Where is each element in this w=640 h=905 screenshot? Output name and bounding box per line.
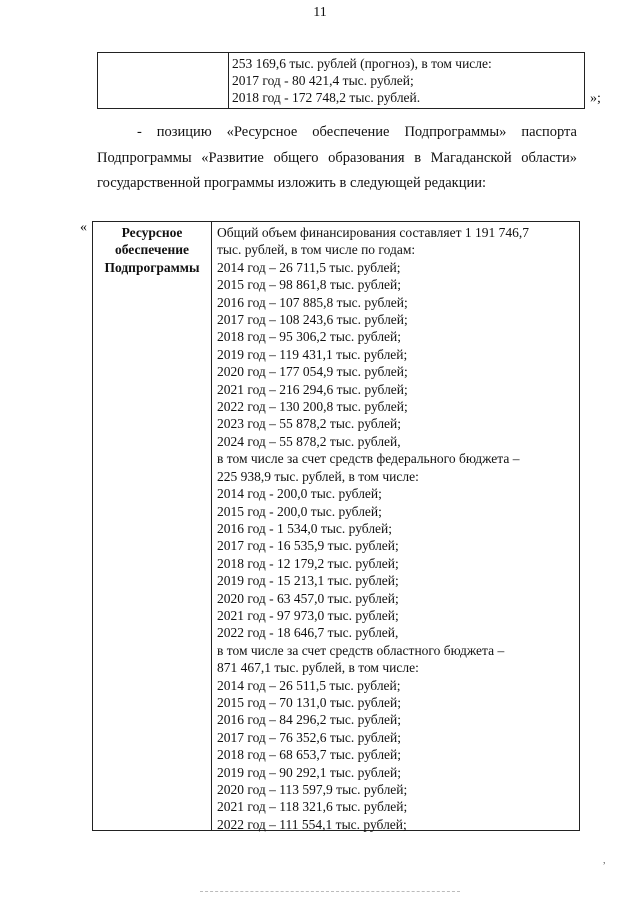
financing-line: 2021 год - 97 973,0 тыс. рублей; bbox=[217, 607, 399, 623]
financing-line: 2014 год – 26 711,5 тыс. рублей; bbox=[217, 259, 401, 275]
financing-line: 2015 год - 200,0 тыс. рублей; bbox=[217, 503, 382, 519]
paragraph-word: области» bbox=[521, 149, 577, 166]
table-cell-line: 2017 год - 80 421,4 тыс. рублей; bbox=[232, 73, 414, 88]
scan-mark: , bbox=[603, 855, 606, 866]
financing-line: 2018 год – 95 306,2 тыс. рублей; bbox=[217, 329, 402, 345]
financing-line: в том числе за счет средств федерального бюджета – bbox=[217, 451, 520, 467]
financing-line: 2021 год – 118 321,6 тыс. рублей; bbox=[217, 799, 408, 815]
paragraph-word: Подпрограммы bbox=[97, 149, 192, 166]
scan-edge-line bbox=[200, 891, 460, 892]
paragraph-word: обеспечение bbox=[312, 124, 390, 140]
financing-line: 2017 год – 108 243,6 тыс. рублей; bbox=[217, 312, 408, 328]
financing-line: 2014 год - 200,0 тыс. рублей; bbox=[217, 486, 382, 502]
financing-line: 2019 год – 119 431,1 тыс. рублей; bbox=[217, 346, 408, 362]
paragraph-word: - bbox=[137, 124, 142, 140]
financing-line: тыс. рублей, в том числе по годам: bbox=[217, 242, 416, 258]
paragraph-word: в bbox=[414, 149, 422, 166]
financing-line: 2015 год – 70 131,0 тыс. рублей; bbox=[217, 694, 402, 710]
financing-line: 2019 год - 15 213,1 тыс. рублей; bbox=[217, 573, 399, 589]
financing-line: 2017 год – 76 352,6 тыс. рублей; bbox=[217, 729, 402, 745]
label-line: Ресурсное bbox=[121, 225, 183, 240]
paragraph-word: паспорта bbox=[521, 124, 577, 140]
financing-line: 2017 год - 16 535,9 тыс. рублей; bbox=[217, 538, 399, 554]
financing-line: 2018 год - 12 179,2 тыс. рублей; bbox=[217, 555, 399, 571]
financing-line: 2022 год - 18 646,7 тыс. рублей, bbox=[217, 625, 399, 641]
table-cell-line: 253 169,6 тыс. рублей (прогноз), в том числе: bbox=[232, 56, 492, 71]
label-line: Подпрограммы bbox=[104, 259, 200, 275]
paragraph-word: позицию bbox=[156, 124, 212, 140]
table-column-divider bbox=[211, 222, 212, 830]
table-column-divider bbox=[228, 53, 229, 108]
financing-line: 2019 год – 90 292,1 тыс. рублей; bbox=[217, 764, 402, 780]
paragraph-line bbox=[97, 120, 577, 146]
paragraph-line: государственной программы изложить в следующей редакции: bbox=[97, 175, 487, 191]
paragraph-word: образования bbox=[328, 149, 405, 166]
resource-support-table bbox=[92, 221, 580, 831]
paragraph-word: «Развитие bbox=[201, 149, 264, 166]
opening-quote-mark: « bbox=[80, 220, 87, 235]
previous-passport-table-fragment bbox=[97, 52, 585, 109]
financing-line: 871 467,1 тыс. рублей, в том числе: bbox=[217, 660, 419, 676]
paragraph-word: Магаданской bbox=[430, 149, 512, 166]
financing-line: 2020 год – 177 054,9 тыс. рублей; bbox=[217, 364, 408, 380]
financing-line: в том числе за счет средств областного бюджета – bbox=[217, 642, 505, 658]
paragraph-line bbox=[97, 146, 577, 172]
financing-details bbox=[217, 224, 575, 833]
paragraph-word: «Ресурсное bbox=[226, 124, 298, 140]
financing-line: 2024 год – 55 878,2 тыс. рублей, bbox=[217, 433, 401, 449]
financing-line: 225 938,9 тыс. рублей, в том числе: bbox=[217, 468, 419, 484]
paragraph-word: общего bbox=[273, 149, 319, 166]
financing-line: 2023 год – 55 878,2 тыс. рублей; bbox=[217, 416, 402, 432]
paragraph-word: Подпрограммы» bbox=[404, 124, 507, 140]
financing-line: 2018 год – 68 653,7 тыс. рублей; bbox=[217, 747, 402, 763]
financing-line: 2021 год – 216 294,6 тыс. рублей; bbox=[217, 381, 408, 397]
financing-line: 2016 год – 107 885,8 тыс. рублей; bbox=[217, 294, 408, 310]
financing-line: 2020 год - 63 457,0 тыс. рублей; bbox=[217, 590, 399, 606]
closing-quote-mark: »; bbox=[590, 91, 601, 106]
resource-support-label bbox=[95, 224, 209, 276]
table-cell-continued-financing bbox=[232, 55, 492, 106]
amendment-paragraph bbox=[97, 120, 577, 197]
financing-line: 2020 год – 113 597,9 тыс. рублей; bbox=[217, 782, 408, 797]
table-cell-line: 2018 год - 172 748,2 тыс. рублей. bbox=[232, 90, 421, 105]
financing-line: 2022 год – 111 554,1 тыс. рублей; bbox=[217, 816, 407, 832]
financing-line: 2022 год – 130 200,8 тыс. рублей; bbox=[217, 399, 408, 415]
financing-line: Общий объем финансирования составляет 1 191 746,7 bbox=[217, 225, 530, 240]
financing-line: 2016 год – 84 296,2 тыс. рублей; bbox=[217, 712, 402, 728]
financing-line: 2016 год - 1 534,0 тыс. рублей; bbox=[217, 520, 393, 536]
page-number: 11 bbox=[313, 5, 327, 20]
financing-line: 2014 год – 26 511,5 тыс. рублей; bbox=[217, 677, 401, 693]
financing-line: 2015 год – 98 861,8 тыс. рублей; bbox=[217, 277, 402, 293]
label-line: обеспечение bbox=[114, 242, 190, 258]
